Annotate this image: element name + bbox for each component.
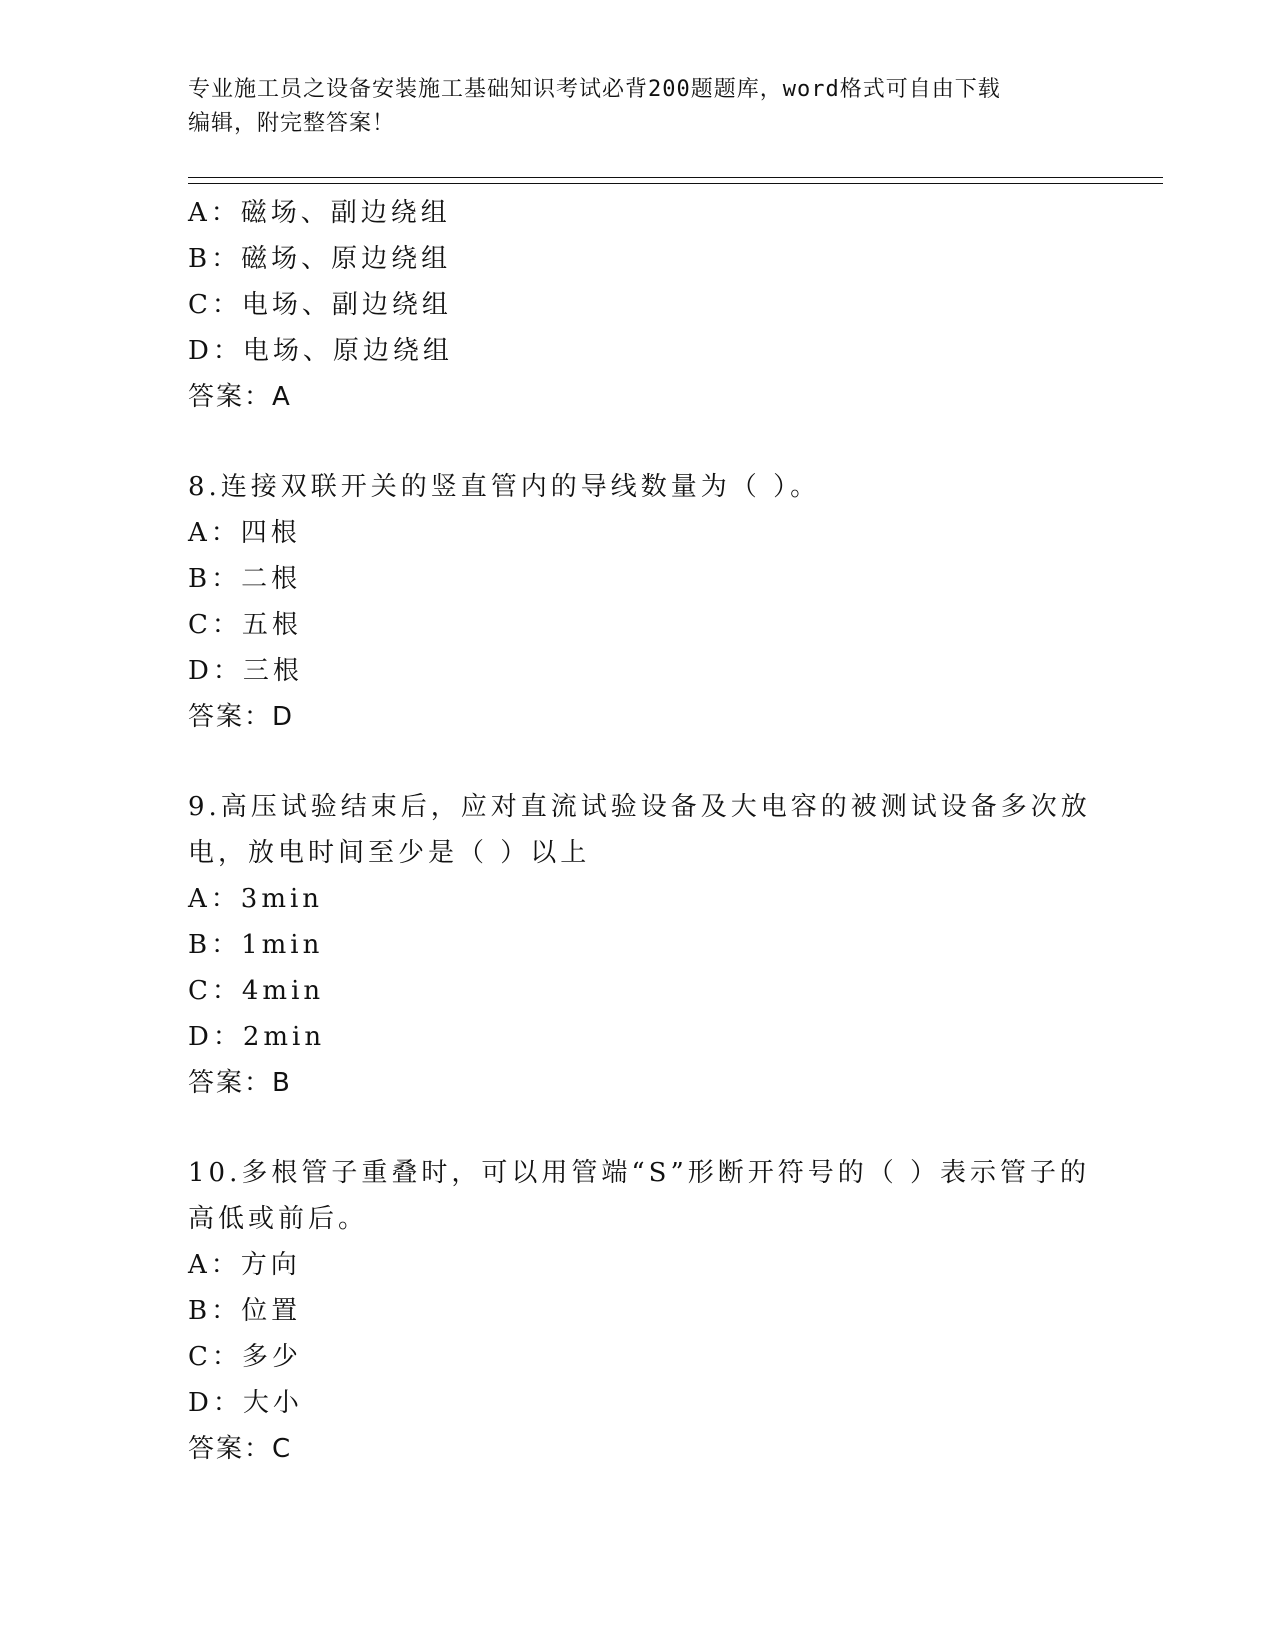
option-a: A：磁场、副边绕组 bbox=[188, 198, 451, 228]
option-b: B：1min bbox=[188, 930, 324, 960]
header-divider-bottom bbox=[188, 183, 1163, 184]
option-d: D：2min bbox=[188, 1022, 326, 1052]
option-b: B：二根 bbox=[188, 564, 302, 594]
question-block-7 bbox=[188, 190, 1088, 420]
answer-line: 答案：C bbox=[188, 1434, 293, 1464]
option-d: D：三根 bbox=[188, 656, 303, 686]
option-a: A：四根 bbox=[188, 518, 301, 548]
question-block-10 bbox=[188, 1150, 1091, 1472]
option-d: D：电场、原边绕组 bbox=[188, 336, 453, 366]
document-header bbox=[188, 73, 1088, 141]
header-divider-top bbox=[188, 177, 1163, 178]
option-a: A：3min bbox=[188, 884, 324, 914]
question-list bbox=[188, 190, 1091, 1472]
header-line-2: 编辑，附完整答案！ bbox=[188, 111, 396, 136]
option-c: C：电场、副边绕组 bbox=[188, 290, 452, 320]
answer-line: 答案：B bbox=[188, 1068, 292, 1098]
question-text: 8.连接双联开关的竖直管内的导线数量为（ ）。 bbox=[188, 472, 821, 502]
option-c: C：多少 bbox=[188, 1342, 302, 1372]
question-block-8 bbox=[188, 464, 1088, 740]
option-c: C：4min bbox=[188, 976, 325, 1006]
option-a: A：方向 bbox=[188, 1250, 301, 1280]
question-text-line-2: 高低或前后。 bbox=[188, 1204, 369, 1234]
option-d: D：大小 bbox=[188, 1388, 303, 1418]
option-b: B：位置 bbox=[188, 1296, 302, 1326]
option-b: B：磁场、原边绕组 bbox=[188, 244, 452, 274]
header-line-1: 专业施工员之设备安装施工基础知识考试必背200题题库，word格式可自由下载 bbox=[188, 77, 1001, 102]
question-text-line-1: 9.高压试验结束后，应对直流试验设备及大电容的被测试设备多次放 bbox=[188, 792, 1091, 822]
question-block-9 bbox=[188, 784, 1091, 1106]
question-text-line-2: 电，放电时间至少是（ ）以上 bbox=[188, 838, 591, 868]
answer-line: 答案：D bbox=[188, 702, 295, 732]
option-c: C：五根 bbox=[188, 610, 302, 640]
question-text-line-1: 10.多根管子重叠时，可以用管端“S”形断开符号的（ ）表示管子的 bbox=[188, 1158, 1091, 1188]
answer-line: 答案：A bbox=[188, 382, 292, 412]
